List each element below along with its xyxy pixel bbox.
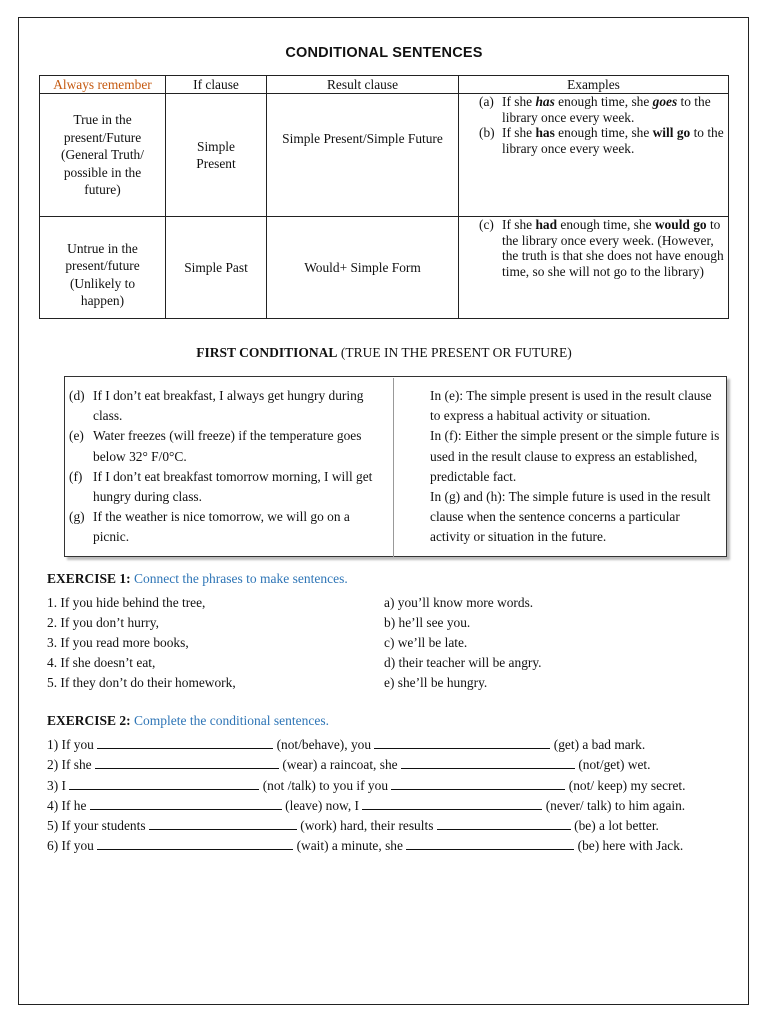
blank-field[interactable] [362, 798, 542, 810]
table-header-row [40, 76, 729, 94]
cell-always-remember: Untrue in the present/future (Unlikely to happen) [40, 217, 166, 319]
exercise1-answers [384, 593, 724, 693]
blank-field[interactable] [97, 737, 273, 749]
example-a: (a) If she has enough time, she goes to the library once every week. [479, 94, 711, 125]
header-if-clause: If clause [166, 76, 267, 94]
header-always-remember: Always remember [40, 76, 166, 94]
exercise-line: 3) I (not /talk) to you if you (not/ keep) my secret. [47, 777, 686, 793]
blank-field[interactable] [97, 838, 293, 850]
exercise-line: 1) If you (not/behave), you (get) a bad mark. [47, 737, 646, 752]
example-b: (b) If she has enough time, she will go to the library once every week. [479, 125, 724, 156]
table-row [40, 217, 729, 319]
list-item: 1. If you hide behind the tree, [47, 595, 206, 610]
exercise-line: 2) If she (wear) a raincoat, she (not/get) wet. [47, 757, 651, 773]
exercise2-sentences [47, 735, 737, 857]
table-row [40, 94, 729, 217]
note-item: In (g) and (h): The simple future is used in the result clause when the sentence concerns a particular activity or situation in the future. [430, 489, 711, 545]
exercise-line: 5) If your students (work) hard, their results (be) a lot better. [47, 818, 659, 834]
list-item: b) he’ll see you. [384, 615, 471, 630]
conditional-rules-table [39, 75, 729, 319]
list-item: (e) Water freezes (will freeze) if the temperature goes below 32° F/0°C. [69, 428, 362, 464]
blank-field[interactable] [90, 798, 282, 810]
note-item: In (f): Either the simple present or the simple future is used in the result clause to express an established, predictable fact. [430, 428, 720, 484]
list-item: d) their teacher will be angry. [384, 655, 542, 670]
first-conditional-examples [69, 386, 389, 548]
blank-field[interactable] [69, 778, 259, 790]
exercise1-heading: EXERCISE 1: Connect the phrases to make sentences. [47, 571, 348, 586]
list-item: 5. If they don’t do their homework, [47, 675, 236, 690]
first-conditional-notes [430, 386, 722, 548]
first-conditional-title: FIRST CONDITIONAL (TRUE IN THE PRESENT OR FUTURE) [196, 345, 572, 360]
cell-if-clause: Simple Present [166, 94, 267, 217]
page-title: CONDITIONAL SENTENCES [285, 45, 483, 61]
cell-examples [459, 94, 729, 217]
list-item: e) she’ll be hungry. [384, 675, 488, 690]
list-item: (g) If the weather is nice tomorrow, we will go on a picnic. [69, 509, 350, 545]
exercise2-heading: EXERCISE 2: Complete the conditional sentences. [47, 713, 329, 728]
exercise1-phrases [47, 593, 377, 693]
blank-field[interactable] [391, 778, 565, 790]
note-item: In (e): The simple present is used in the result clause to express a habitual activity or situation. [430, 388, 712, 424]
exercise-line: 6) If you (wait) a minute, she (be) here with Jack. [47, 838, 684, 854]
blank-field[interactable] [406, 838, 574, 850]
blank-field[interactable] [149, 818, 297, 830]
list-item: 4. If she doesn’t eat, [47, 655, 156, 670]
blank-field[interactable] [374, 737, 550, 749]
blank-field[interactable] [437, 818, 571, 830]
list-item: (f) If I don’t eat breakfast tomorrow morning, I will get hungry during class. [69, 468, 373, 505]
exercise-line: 4) If he (leave) now, I (never/ talk) to him again. [47, 797, 686, 813]
box-divider [393, 378, 394, 557]
blank-field[interactable] [95, 757, 279, 769]
list-item: a) you’ll know more words. [384, 595, 534, 610]
cell-examples [459, 217, 729, 319]
cell-result-clause: Simple Present/Simple Future [267, 94, 459, 217]
header-examples: Examples [459, 76, 729, 94]
example-c: (c) If she had enough time, she would go to the library once every week. (However, the truth is that she does not have enough time, so she will not go to the library) [479, 217, 724, 279]
list-item: c) we’ll be late. [384, 635, 468, 650]
cell-result-clause: Would+ Simple Form [267, 217, 459, 319]
cell-if-clause: Simple Past [166, 217, 267, 319]
list-item: 3. If you read more books, [47, 635, 189, 650]
blank-field[interactable] [401, 757, 575, 769]
header-result-clause: Result clause [267, 76, 459, 94]
list-item: 2. If you don’t hurry, [47, 615, 159, 630]
list-item: (d) If I don’t eat breakfast, I always get hungry during class. [69, 388, 364, 424]
cell-always-remember: True in the present/Future (General Truth/ possible in the future) [40, 94, 166, 217]
